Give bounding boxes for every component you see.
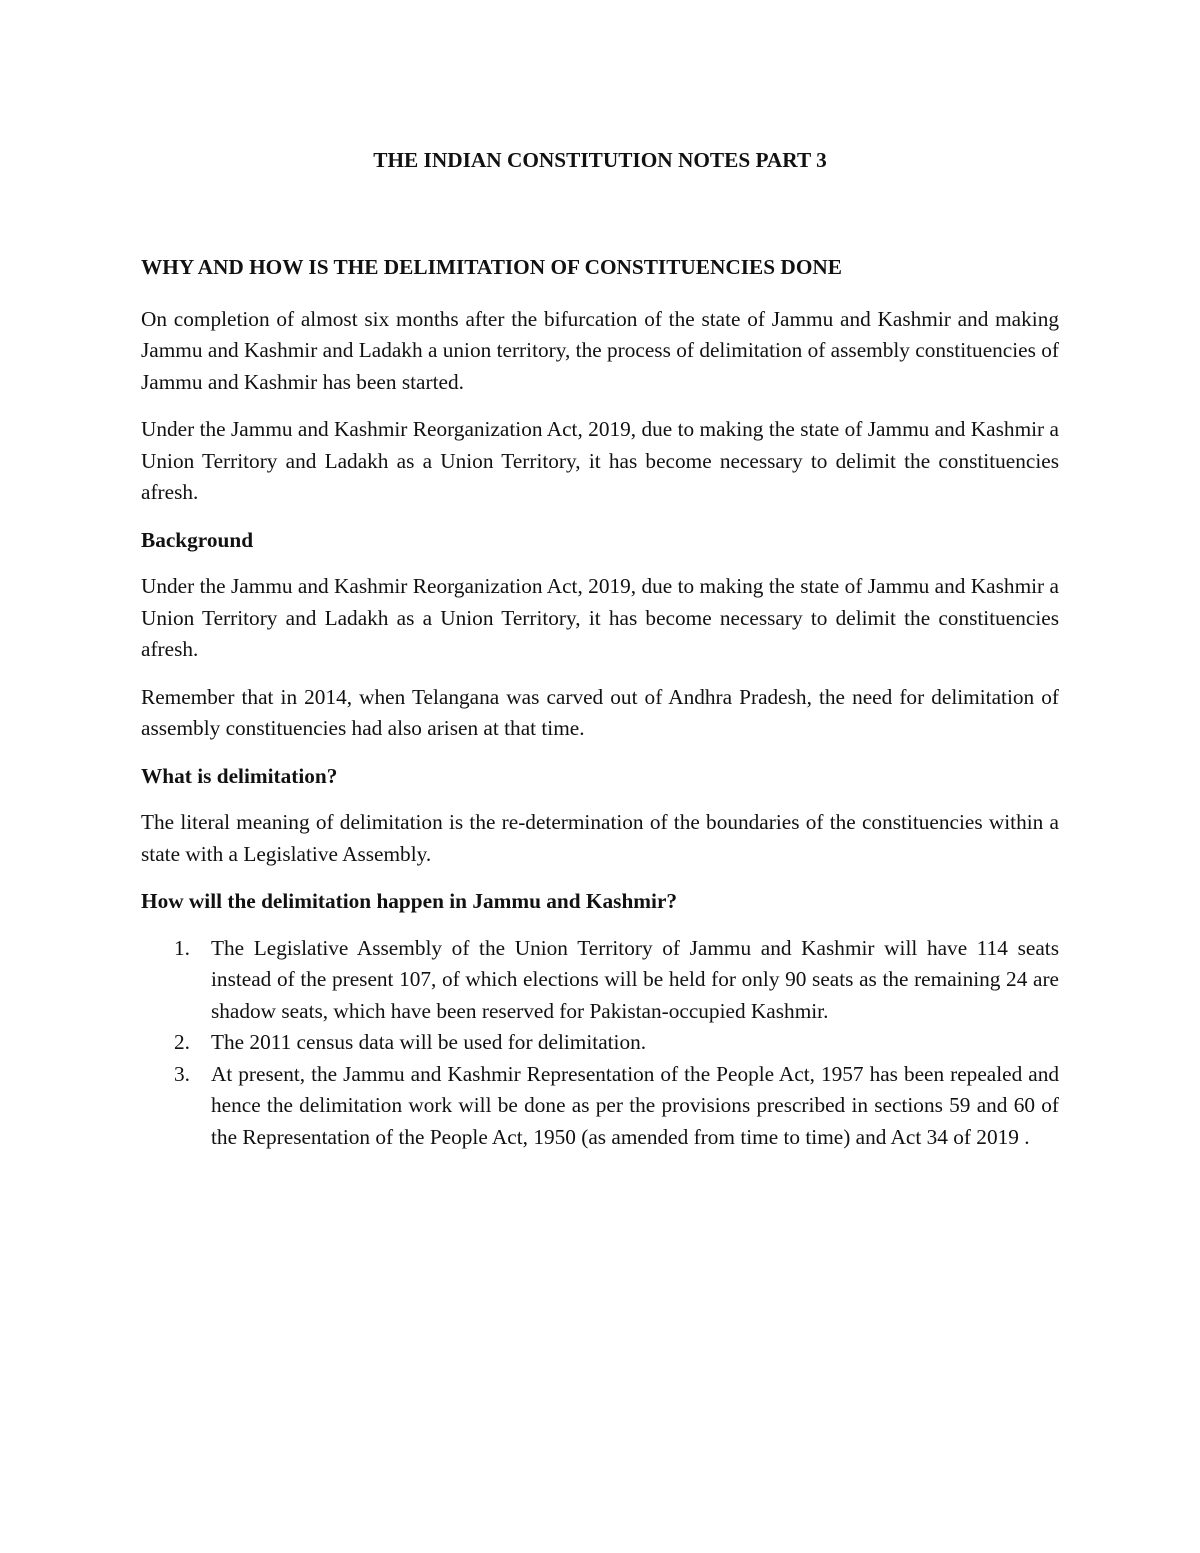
paragraph: Remember that in 2014, when Telangana was carved out of Andhra Pradesh, the need for delimitation of assembly constituencies had also arisen at that time. [141, 684, 1059, 740]
list-item [141, 1027, 1059, 1059]
list-item-number: 3. [174, 1061, 190, 1086]
list-item [141, 933, 1059, 1028]
paragraph: Under the Jammu and Kashmir Reorganization Act, 2019, due to making the state of Jammu and Kashmir a Union Territory and Ladakh as a Union Territory, it has become necessary to delimit the constituencies afresh. [141, 417, 1059, 504]
document-body [141, 140, 1059, 1153]
list-item-number: 1. [174, 935, 190, 960]
list-item-text: The 2011 census data will be used for delimitation. [211, 1030, 647, 1054]
section-heading-why-how: WHY AND HOW IS THE DELIMITATION OF CONSTITUENCIES DONE [141, 255, 842, 279]
list-item-text: At present, the Jammu and Kashmir Representation of the People Act, 1957 has been repealed and hence the delimitation work will be done as per the provisions prescribed in sections 59 and 60 of the Representation of the People Act, 1950 (as amended from time to time) and Act 34 of 2019 . [211, 1061, 1059, 1149]
section-heading-how-will: How will the delimitation happen in Jammu and Kashmir? [141, 889, 678, 913]
section-heading-what-is: What is delimitation? [141, 763, 338, 788]
paragraph: The literal meaning of delimitation is the re-determination of the boundaries of the constituencies within a state with a Legislative Assembly. [141, 810, 1059, 866]
section-heading-background: Background [141, 527, 254, 552]
numbered-list [141, 933, 1059, 1154]
paragraph: Under the Jammu and Kashmir Reorganization Act, 2019, due to making the state of Jammu and Kashmir a Union Territory and Ladakh as a Union Territory, it has become necessary to delimit the constituencies afresh. [141, 574, 1059, 661]
paragraph: On completion of almost six months after the bifurcation of the state of Jammu and Kashmir and making Jammu and Kashmir and Ladakh a union territory, the process of delimitation of assembly constituencies of Jammu and Kashmir has been started. [141, 306, 1059, 394]
list-item-number: 2. [174, 1030, 190, 1054]
document-title: THE INDIAN CONSTITUTION NOTES PART 3 [373, 148, 827, 172]
list-item [141, 1059, 1059, 1154]
list-item-text: The Legislative Assembly of the Union Territory of Jammu and Kashmir will have 114 seats instead of the present 107, of which elections will be held for only 90 seats as the remaining 24 are shadow seats, which have been reserved for Pakistan-occupied Kashmir. [211, 935, 1059, 1023]
